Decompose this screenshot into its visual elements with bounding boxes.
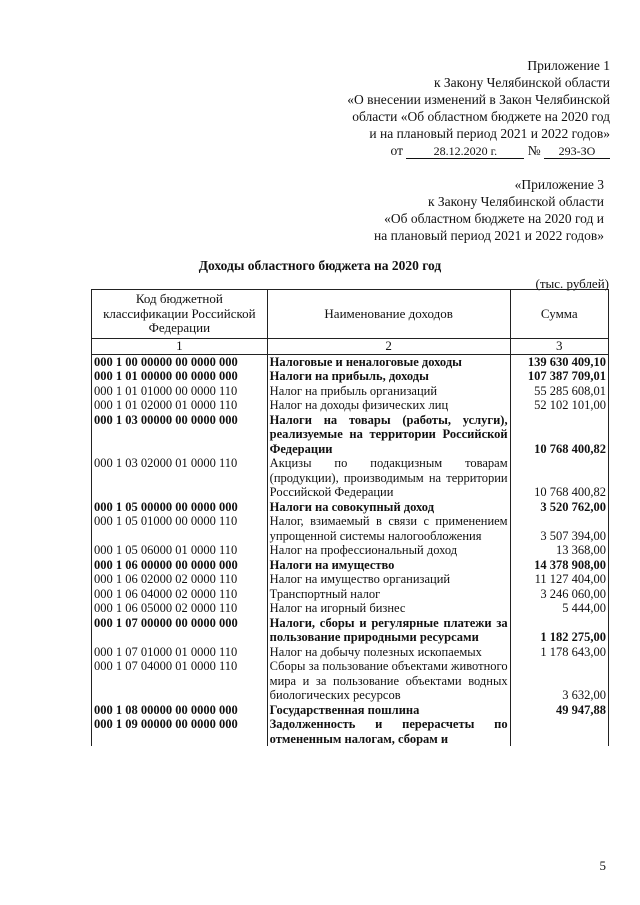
table-row (92, 413, 609, 457)
amount-cell: 11 127 404,00 (510, 572, 608, 587)
page-number: 5 (599, 858, 606, 873)
budget-code-cell: 000 1 03 00000 00 0000 000 (92, 413, 268, 457)
amount-cell (510, 717, 608, 746)
budget-code-cell: 000 1 07 01000 01 0000 110 (92, 645, 268, 660)
table-row (92, 354, 609, 369)
amount-cell: 13 368,00 (510, 543, 608, 558)
annex-line: к Закону Челябинской области (427, 194, 604, 209)
amount-cell: 3 632,00 (510, 659, 608, 703)
table-row (92, 601, 609, 616)
budget-code-cell: 000 1 05 01000 00 0000 110 (92, 514, 268, 543)
income-name-cell: Налог на профессиональный доход (267, 543, 510, 558)
income-name-cell: Акцизы по подакцизным товарам (продукции), производимым на территории Российской Федерации (267, 456, 510, 500)
budget-code-cell: 000 1 01 01000 00 0000 110 (92, 384, 268, 399)
budget-code-cell: 000 1 03 02000 01 0000 110 (92, 456, 268, 500)
budget-code-cell: 000 1 07 00000 00 0000 000 (92, 616, 268, 645)
income-name-cell: Сборы за пользование объектами животного мира и за пользование объектами водных биологических ресурсов (267, 659, 510, 703)
table-row (92, 456, 609, 500)
annex-line: «Об областном бюджете на 2020 год и (384, 211, 604, 226)
column-number: 2 (267, 339, 510, 355)
column-header-code: Код бюджетной классификации Российской Федерации (92, 290, 268, 339)
income-name-cell: Налог на добычу полезных ископаемых (267, 645, 510, 660)
income-name-cell: Налоги на прибыль, доходы (267, 369, 510, 384)
budget-code-cell: 000 1 09 00000 00 0000 000 (92, 717, 268, 746)
income-name-cell: Налог на имущество организаций (267, 572, 510, 587)
law-number: 293-ЗО (544, 144, 610, 159)
amendment-header (347, 57, 610, 159)
table-row (92, 587, 609, 602)
units-label: (тыс. рублей) (535, 276, 609, 291)
income-name-cell: Налог на игорный бизнес (267, 601, 510, 616)
table-row (92, 703, 609, 718)
budget-code-cell: 000 1 08 00000 00 0000 000 (92, 703, 268, 718)
amount-cell: 1 182 275,00 (510, 616, 608, 645)
table-row (92, 514, 609, 543)
budget-code-cell: 000 1 05 00000 00 0000 000 (92, 500, 268, 515)
budget-code-cell: 000 1 00 00000 00 0000 000 (92, 354, 268, 369)
table-row (92, 572, 609, 587)
from-label: от (390, 143, 403, 158)
column-number-row (92, 339, 609, 355)
budget-code-cell: 000 1 05 06000 01 0000 110 (92, 543, 268, 558)
annex-line: «Приложение 3 (514, 177, 604, 192)
annex-line: на плановый период 2021 и 2022 годов» (373, 228, 604, 243)
number-label: № (527, 143, 541, 158)
column-header-name: Наименование доходов (267, 290, 510, 339)
header-line: Приложение 1 (527, 58, 610, 73)
law-date: 28.12.2020 г. (406, 144, 524, 159)
amount-cell: 49 947,88 (510, 703, 608, 718)
document-title: Доходы областного бюджета на 2020 год (198, 258, 442, 273)
income-name-cell: Задолженность и перерасчеты по отмененным налогам, сборам и (267, 717, 510, 746)
law-date-number-line (347, 142, 610, 159)
amount-cell: 10 768 400,82 (510, 413, 608, 457)
amount-cell: 3 520 762,00 (510, 500, 608, 515)
amount-cell: 5 444,00 (510, 601, 608, 616)
amount-cell: 14 378 908,00 (510, 558, 608, 573)
income-name-cell: Государственная пошлина (267, 703, 510, 718)
budget-code-cell: 000 1 06 02000 02 0000 110 (92, 572, 268, 587)
table-row (92, 645, 609, 660)
header-line: к Закону Челябинской области (433, 75, 610, 90)
income-name-cell: Налоги на совокупный доход (267, 500, 510, 515)
amount-cell: 139 630 409,10 (510, 354, 608, 369)
table-row (92, 543, 609, 558)
budget-code-cell: 000 1 06 05000 02 0000 110 (92, 601, 268, 616)
column-header-sum: Сумма (510, 290, 608, 339)
income-name-cell: Налоги на товары (работы, услуги), реализуемые на территории Российской Федерации (267, 413, 510, 457)
table-header-row (92, 290, 609, 339)
budget-code-cell: 000 1 01 02000 01 0000 110 (92, 398, 268, 413)
income-name-cell: Налоги, сборы и регулярные платежи за пользование природными ресурсами (267, 616, 510, 645)
budget-code-cell: 000 1 01 00000 00 0000 000 (92, 369, 268, 384)
column-number: 3 (510, 339, 608, 355)
header-line: области «Об областном бюджете на 2020 год (352, 109, 610, 124)
table-row (92, 500, 609, 515)
amount-cell: 3 507 394,00 (510, 514, 608, 543)
income-name-cell: Налог на прибыль организаций (267, 384, 510, 399)
table-row (92, 717, 609, 746)
budget-code-cell: 000 1 06 04000 02 0000 110 (92, 587, 268, 602)
budget-code-cell: 000 1 07 04000 01 0000 110 (92, 659, 268, 703)
table-row (92, 659, 609, 703)
income-name-cell: Налоговые и неналоговые доходы (267, 354, 510, 369)
amount-cell: 107 387 709,01 (510, 369, 608, 384)
amount-cell: 55 285 608,01 (510, 384, 608, 399)
table-row (92, 369, 609, 384)
amount-cell: 1 178 643,00 (510, 645, 608, 660)
table-row (92, 384, 609, 399)
table-row (92, 616, 609, 645)
table-row (92, 398, 609, 413)
amount-cell: 3 246 060,00 (510, 587, 608, 602)
income-name-cell: Налоги на имущество (267, 558, 510, 573)
header-line: и на плановый период 2021 и 2022 годов» (369, 126, 610, 141)
budget-code-cell: 000 1 06 00000 00 0000 000 (92, 558, 268, 573)
income-table (91, 289, 609, 746)
table-row (92, 558, 609, 573)
amount-cell: 10 768 400,82 (510, 456, 608, 500)
annex-header (374, 176, 604, 244)
income-name-cell: Налог, взимаемый в связи с применением упрощенной системы налогообложения (267, 514, 510, 543)
income-name-cell: Транспортный налог (267, 587, 510, 602)
amount-cell: 52 102 101,00 (510, 398, 608, 413)
column-number: 1 (92, 339, 268, 355)
income-name-cell: Налог на доходы физических лиц (267, 398, 510, 413)
header-line: «О внесении изменений в Закон Челябинской (347, 92, 610, 107)
